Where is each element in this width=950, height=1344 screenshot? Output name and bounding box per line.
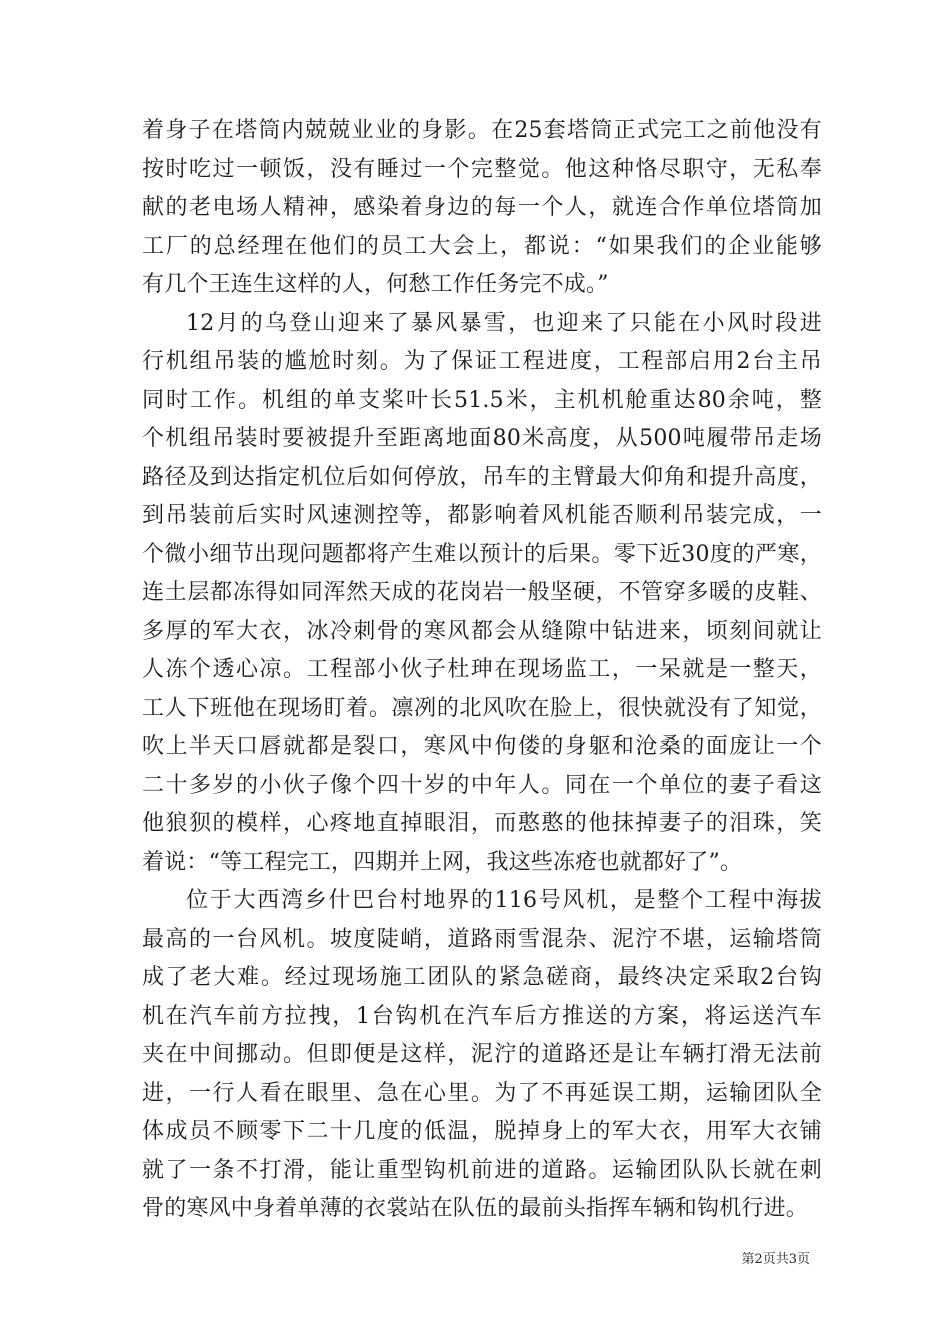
text-line: 同时工作。机组的单支桨叶长51.5米，主机机舱重达80余吨，整 xyxy=(142,387,822,413)
text-line: 献的老电场人精神，感染着身边的每一个人，就连合作单位塔筒加 xyxy=(142,195,822,220)
text-line: 工人下班他在现场盯着。凛冽的北风吹在脸上，很快就没有了知觉， xyxy=(142,695,822,721)
text-line: 最高的一台风机。坡度陡峭，道路雨雪混杂、泥泞不堪，运输塔筒 xyxy=(142,926,822,952)
text-line: 体成员不顾零下二十几度的低温，脱掉身上的军大衣，用军大衣铺 xyxy=(142,1119,822,1144)
text-line: 个机组吊装时要被提升至距离地面80米高度，从500吨履带吊走场 xyxy=(142,426,822,451)
paragraph-3 xyxy=(142,882,822,1229)
text-line: 成了老大难。经过现场施工团队的紧急磋商，最终决定采取2台钩 xyxy=(142,965,822,990)
text-line: 夹在中间挪动。但即便是这样，泥泞的道路还是让车辆打滑无法前 xyxy=(142,1042,822,1067)
text-line: 就了一条不打滑，能让重型钩机前进的道路。运输团队队长就在刺 xyxy=(142,1157,822,1183)
text-line: 着说：“等工程完工，四期并上网，我这些冻疮也就都好了”。 xyxy=(142,849,743,875)
page-number-footer: 第2页共3页 xyxy=(741,1252,810,1267)
text-line: 行机组吊装的尴尬时刻。为了保证工程进度，工程部启用2台主吊 xyxy=(142,349,822,374)
paragraph-1 xyxy=(142,112,822,305)
text-line: 路径及到达指定机位后如何停放，吊车的主臂最大仰角和提升高度， xyxy=(142,464,822,490)
text-line: 着身子在塔筒内兢兢业业的身影。在25套塔筒正式完工之前他没有 xyxy=(142,118,822,143)
text-line: 他狼狈的模样，心疼地直掉眼泪，而憨憨的他抹掉妻子的泪珠，笑 xyxy=(142,811,822,836)
text-line: 机在汽车前方拉拽，1台钩机在汽车后方推送的方案，将运送汽车 xyxy=(142,1003,822,1029)
text-line: 12月的乌登山迎来了暴风暴雪，也迎来了只能在小风时段进 xyxy=(186,310,822,336)
text-line: 二十多岁的小伙子像个四十岁的中年人。同在一个单位的妻子看这 xyxy=(142,772,822,798)
text-line: 多厚的军大衣，冰冷刺骨的寒风都会从缝隙中钻进来，顷刻间就让 xyxy=(142,618,822,644)
text-line: 吹上半天口唇就都是裂口，寒风中佝偻的身躯和沧桑的面庞让一个 xyxy=(142,734,822,759)
text-line: 个微小细节出现问题都将产生难以预计的后果。零下近30度的严寒， xyxy=(142,541,822,567)
paragraph-2 xyxy=(142,305,822,883)
text-line: 位于大西湾乡什巴台村地界的116号风机，是整个工程中海拔 xyxy=(186,888,822,913)
text-line: 到吊装前后实时风速测控等，都影响着风机能否顺利吊装完成，一 xyxy=(142,503,822,528)
text-line: 骨的寒风中身着单薄的衣裳站在队伍的最前头指挥车辆和钩机行进。 xyxy=(142,1196,809,1221)
text-line: 工厂的总经理在他们的员工大会上，都说：“如果我们的企业能够 xyxy=(142,233,822,259)
text-line: 人冻个透心凉。工程部小伙子杜珅在现场监工，一呆就是一整天， xyxy=(142,657,822,682)
body-text xyxy=(142,112,822,1229)
text-line: 有几个王连生这样的人，何愁工作任务完不成。” xyxy=(142,272,609,297)
text-line: 进，一行人看在眼里、急在心里。为了不再延误工期，运输团队全 xyxy=(142,1080,822,1106)
text-line: 连土层都冻得如同浑然天成的花岗岩一般坚硬，不管穿多暖的皮鞋、 xyxy=(142,580,822,605)
text-line: 按时吃过一顿饭，没有睡过一个完整觉。他这种恪尽职守，无私奉 xyxy=(142,156,822,182)
